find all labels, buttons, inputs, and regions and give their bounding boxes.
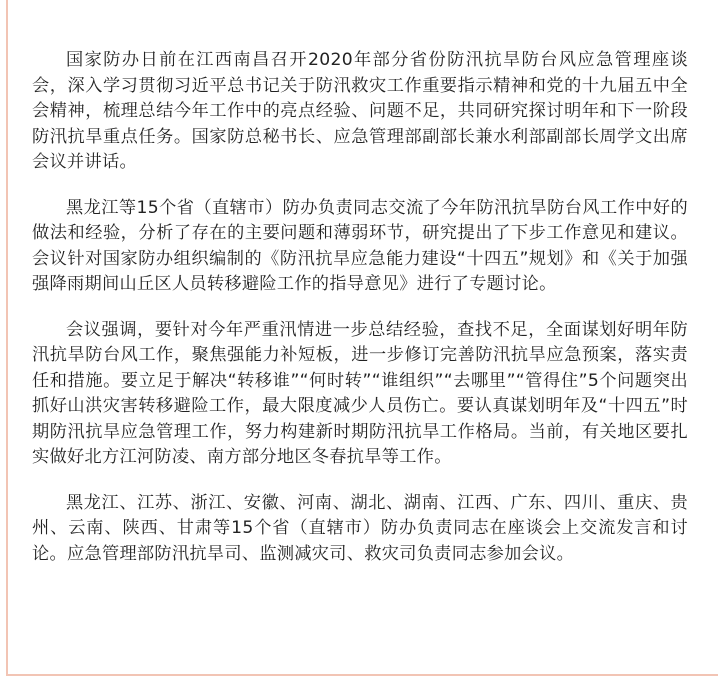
- paragraph-provincial-exchange: 黑龙江等15个省（直辖市）防办负责同志交流了今年防汛抗旱防台风工作中好的做法和经验，分析了存在的主要问题和薄弱环节，研究提出了下步工作意见和建议。会议针对国家防办组织编制的《防汛抗旱应急能力建设“十四五”规划》和《关于加强强降雨期间山丘区人员转移避险工作的指导意见》进行了专题讨论。: [32, 197, 688, 294]
- frame-bottom-border: [6, 674, 718, 676]
- paragraph-meeting-overview: 国家防办日前在江西南昌召开2020年部分省份防汛抗旱防台风应急管理座谈会，深入学习贯彻习近平总书记关于防汛救灾工作重要指示精神和党的十九届五中全会精神，梳理总结今年工作中的亮点经验、问题不足，共同研究探讨明年和下一阶段防汛抗旱重点任务。国家防总秘书长、应急管理部副部长兼水利部副部长周学文出席会议并讲话。: [32, 50, 688, 172]
- frame-left-border: [6, 0, 8, 675]
- article-body: [32, 48, 688, 587]
- paragraph-participants: 黑龙江、江苏、浙江、安徽、河南、湖北、湖南、江西、广东、四川、重庆、贵州、云南、陕西、甘肃等15个省（直辖市）防办负责同志在座谈会上交流发言和讨论。应急管理部防汛抗旱司、监测减灾司、救灾司负责同志参加会议。: [32, 492, 688, 564]
- paragraph-meeting-emphasis: 会议强调，要针对今年严重汛情进一步总结经验，查找不足，全面谋划好明年防汛抗旱防台风工作，聚焦强能力补短板，进一步修订完善防汛抗旱应急预案，落实责任和措施。要立足于解决“转移谁”“何时转”“谁组织”“去哪里”“管得住”5个问题突出抓好山洪灾害转移避险工作，最大限度减少人员伤亡。要认真谋划明年及“十四五”时期防汛抗旱应急管理工作，努力构建新时期防汛抗旱工作格局。当前，有关地区要扎实做好北方江河防凌、南方部分地区冬春抗旱等工作。: [32, 319, 688, 467]
